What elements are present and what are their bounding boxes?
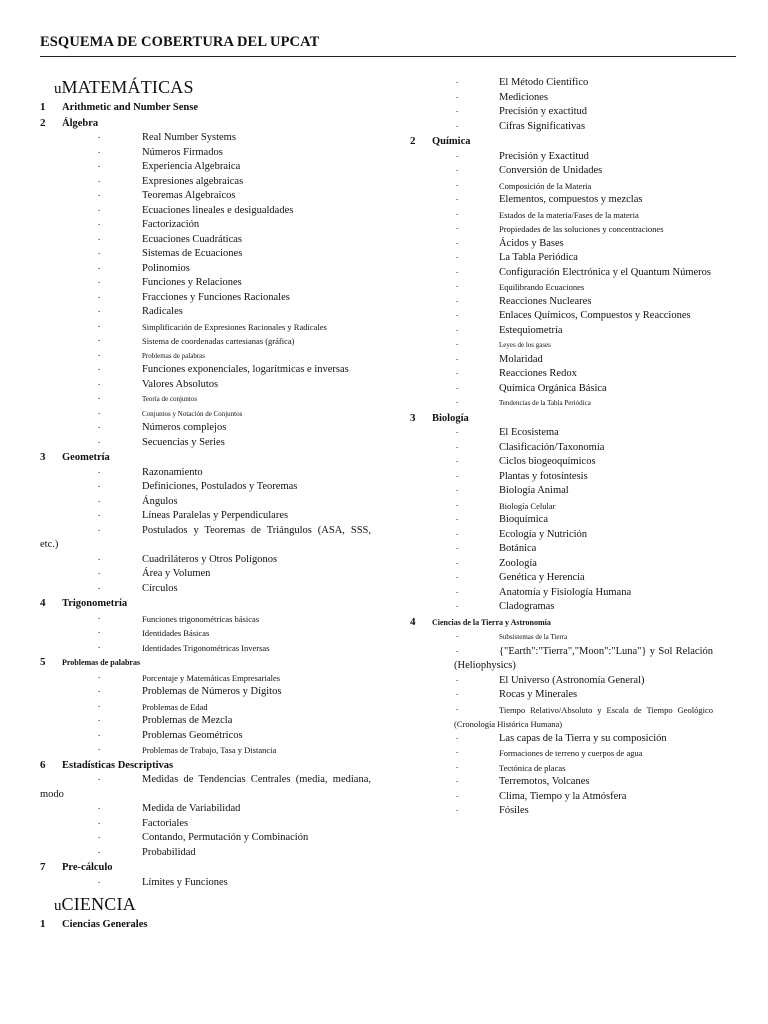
list-item-text: Biología Celular [499,500,556,511]
list-item [40,524,371,553]
title-divider [40,56,736,57]
category-name: Arithmetic and Number Sense [62,102,199,113]
list-item-text: Funciones trigonométricas básicas [142,613,260,624]
list-item [40,378,371,393]
list-item-text: Clasificación/Taxonomía [499,441,605,453]
bullet-dot: . [456,351,459,362]
bullet-dot: . [456,75,459,85]
list-item-text: Área y Volumen [142,568,211,579]
bullet-dot: . [456,555,459,566]
list-item [40,276,371,291]
bullet-dot: . [456,788,459,799]
list-item [40,773,371,802]
list-item-text: Ángulos [142,495,178,507]
list-item-text: Las capas de la Tierra y su composición [499,732,667,744]
list-item-text: Conversión de Unidades [499,165,603,176]
category-number: 2 [410,135,416,147]
list-item [40,495,371,510]
bullet-dot: . [456,730,459,741]
list-item [40,407,371,422]
bullet-dot: . [456,177,459,188]
bullet-dot: . [98,202,101,213]
list-item [40,817,371,832]
category-heading [40,655,371,671]
bullet-dot: . [456,221,459,231]
list-item [40,436,371,451]
list-item-text: Sistema de coordenadas cartesianas (gráfica) [142,336,295,346]
bullet-dot: . [98,493,101,504]
list-item-text: Estados de la materia/Fases de la materia [499,209,639,220]
bullet-dot: . [456,759,459,770]
bullet-dot: . [456,483,459,493]
category-number: 1 [40,918,46,930]
list-item [40,349,371,364]
bullet-dot: . [98,625,101,635]
list-item-text: Elementos, compuestos y mezclas [499,194,643,205]
bullet-dot: . [456,774,459,784]
category-name: Ciencias Generales [62,919,148,930]
list-item [40,262,371,277]
list-item-text: Círculos [142,582,178,594]
bullet-dot: . [98,217,101,227]
category-name: Álgebra [62,117,99,129]
mathematics-heading [40,76,371,100]
list-item-text: Cladogramas [499,601,555,612]
bullet-dot: . [98,333,101,343]
list-item-text: El Ecosistema [499,427,559,438]
category-number: 7 [40,861,46,873]
bullet-dot: . [98,772,101,782]
list-item-text: Configuración Electrónica y el Quantum Números [499,266,711,278]
bullet-dot: . [456,745,459,755]
bullet-dot: . [456,192,459,202]
bullet-dot: . [456,395,459,405]
list-item [40,131,371,146]
list-item [410,396,713,411]
category-name: Biología [432,412,469,424]
list-item-text: Factoriales [142,817,189,829]
list-item-text: El Método Científico [499,77,589,88]
list-item-text: Cuadriláteros y Otros Polígonos [142,553,278,565]
category-number: 2 [40,116,46,129]
category-name: Problemas de palabras [62,658,141,667]
list-item-text: Problemas de Mezcla [142,715,233,726]
list-item [40,334,371,349]
bullet-dot: . [98,130,101,140]
list-item-text: Enlaces Químicos, Compuestos y Reacciones [499,310,691,321]
bullet-dot: . [98,434,101,445]
document-title: ESQUEMA DE COBERTURA DEL UPCAT [40,34,320,50]
list-item-text: Valores Absolutos [142,378,219,390]
bullet-dot: . [456,366,459,376]
bullet-dot: . [98,144,101,155]
bullet-dot: . [98,173,101,184]
bullet-dot: . [456,163,459,173]
bullet-dot: . [456,425,459,435]
list-item-text: Cifras Significativas [499,120,586,132]
list-item-text: El Universo (Astronomía General) [499,674,645,686]
list-item [40,700,371,715]
list-item-text: Secuencias y Series [142,436,225,448]
category-number: 5 [40,656,46,668]
bullet-dot: . [98,260,101,271]
category-number: 4 [410,615,416,628]
bullet-dot: . [98,610,101,621]
list-item-text: Medida de Variabilidad [142,803,241,814]
bullet-dot: . [98,289,101,300]
bullet-dot: . [456,687,459,697]
list-item [40,233,371,248]
bullet-dot: . [98,347,101,358]
list-item [40,831,371,846]
list-item-text: Ecología y Nutrición [499,528,588,540]
list-item-text: Zoología [499,557,537,569]
science-heading [40,893,371,917]
list-item [40,714,371,729]
list-item-text: Química Orgánica Básica [499,382,607,394]
list-item-text: Propiedades de las soluciones y concentraciones [499,224,664,234]
bullet-dot: . [98,874,101,885]
list-item-text: Ecuaciones lineales e desigualdades [142,204,294,216]
list-item [40,509,371,524]
major-section-title: CIENCIA [61,894,136,914]
list-item [40,363,371,378]
bullet-dot: . [98,275,101,285]
list-item-text: Problemas de Edad [142,701,208,712]
bullet-dot: . [98,830,101,840]
bullet-dot: . [98,522,101,533]
bullet-dot: . [456,439,459,450]
list-item-text: Formaciones de terreno y cuerpos de agua [499,748,643,758]
list-item-text: Identidades Trigonométricas Inversas [142,642,270,653]
category-name: Geometría [62,452,110,463]
list-item [40,320,371,335]
list-item [410,645,713,674]
bullet-dot: . [98,580,101,591]
bullet-dot: . [456,264,459,275]
list-item-text: Anatomía y Fisiología Humana [499,586,632,598]
list-item-text: Postulados y Teoremas de Triángulos (ASA, SSS, etc.) [40,524,371,550]
category-heading [40,758,371,774]
bullet-dot: . [456,512,459,522]
bullet-dot: . [456,803,459,813]
bullet-dot: . [98,669,101,680]
list-item-text: Simplificación de Expresiones Racionales y Radicales [142,321,327,332]
category-name: Estadísticas Descriptivas [62,759,174,771]
list-item-text: Problemas de Números y Dígitos [142,686,282,697]
category-number: 3 [40,451,46,463]
list-item-text: Sistemas de Ecuaciones [142,248,243,259]
list-item-text: Tendencias de la Tabla Periódica [499,399,591,407]
bullet-dot: . [456,250,459,260]
list-item [40,641,371,656]
list-item [40,218,371,233]
bullet-dot: . [456,701,459,712]
bullet-dot: . [456,118,459,129]
bullet-dot: . [456,541,459,551]
bullet-dot: . [456,337,459,347]
category-number: 6 [40,758,46,771]
list-item [40,305,371,320]
list-item [40,846,371,861]
bullet-dot: . [456,322,459,333]
bullet-dot: . [456,526,459,537]
list-item-text: Funciones exponenciales, logarítmicas e inversas [142,364,349,375]
list-item-text: {"Earth":"Tierra","Moon":"Luna"} y Sol Relación (Heliophysics) [454,645,713,671]
list-item-text: Números Firmados [142,146,223,158]
bullet-dot: . [456,643,459,654]
bullet-dot: . [98,231,101,242]
bullet-dot: . [98,479,101,489]
list-item-text: Reacciones Nucleares [499,295,592,307]
list-item [40,671,371,686]
bullet-dot: . [98,844,101,855]
list-item-text: Tectónica de placas [499,762,566,773]
list-item [40,553,371,568]
bullet-dot: . [98,508,101,518]
bullet-dot: . [456,629,459,639]
list-item-text: Bioquímica [499,514,548,525]
list-item [410,600,713,615]
bullet-dot: . [98,801,101,811]
list-item-text: Fósiles [499,805,529,816]
category-name: Pre-cálculo [62,862,113,873]
list-item [40,160,371,175]
bullet-dot: . [456,308,459,318]
list-item-text: Terremotos, Volcanes [499,776,590,787]
category-number: 4 [40,597,46,609]
list-item-text: Subsistemas de la Tierra [499,633,568,641]
list-item [40,392,371,407]
bullet-dot: . [98,684,101,694]
bullet-dot: . [456,584,459,595]
category-number: 3 [410,411,416,424]
bullet-dot: . [456,570,459,580]
bullet-dot: . [456,279,459,289]
bullet-dot: . [98,304,101,314]
list-item-text: Biología Animal [499,485,569,496]
section-bullet: u [54,81,62,97]
list-item-text: Precisión y Exactitud [499,150,589,162]
list-item [40,729,371,744]
bullet-dot: . [456,497,459,508]
list-item-text: Precisión y exactitud [499,106,588,117]
list-item-text: Identidades Básicas [142,628,210,638]
bullet-dot: . [98,405,101,416]
list-item [40,175,371,190]
list-item [410,804,713,819]
list-item-text: Límites y Funciones [142,876,228,888]
list-item-text: Tiempo Relativo/Absoluto y Escala de Tiempo Geológico (Cronología Histórica Humana) [454,704,713,729]
list-item-text: Factorización [142,219,200,230]
category-heading [40,917,371,933]
list-item-text: Genética y Herencia [499,572,585,583]
category-heading [40,596,371,612]
list-item-text: Definiciones, Postulados y Teoremas [142,481,298,492]
bullet-dot: . [98,566,101,576]
list-item [40,189,371,204]
bullet-dot: . [456,235,459,246]
category-heading [40,860,371,876]
major-section-title: MATEMÁTICAS [61,77,194,97]
bullet-dot: . [98,391,101,401]
list-item-text: Problemas Geométricos [142,729,243,741]
list-item-text: Funciones y Relaciones [142,277,242,288]
list-item-text: Problemas de palabras [142,351,205,360]
list-item-text: Problemas de Trabajo, Tasa y Distancia [142,745,277,755]
category-heading [40,116,371,132]
bullet-dot: . [98,376,101,387]
list-item-text: Estequiometría [499,324,563,336]
category-name: Química [432,136,471,147]
bullet-dot: . [98,159,101,169]
list-item [40,582,371,597]
list-item [40,146,371,161]
bullet-dot: . [456,104,459,114]
right-column [410,76,713,819]
list-item-text: Clima, Tiempo y la Atmósfera [499,790,627,802]
list-item-text: Teoría de conjuntos [142,395,198,403]
section-bullet: u [54,898,62,914]
list-item [40,480,371,495]
list-item [40,247,371,262]
list-item-text: Expresiones algebraicas [142,175,244,187]
bullet-dot: . [98,420,101,430]
list-item-text: Real Number Systems [142,132,236,143]
bullet-dot: . [98,188,101,198]
list-item [40,626,371,641]
list-item [40,876,371,891]
bullet-dot: . [98,713,101,723]
list-item-text: Ciclos biogeoquímicos [499,456,596,467]
list-item [40,466,371,481]
list-item-text: Equilibrando Ecuaciones [499,282,585,292]
list-item [410,120,713,135]
bullet-dot: . [456,148,459,159]
list-item-text: La Tabla Periódica [499,252,578,263]
list-item-text: Fracciones y Funciones Racionales [142,291,290,303]
bullet-dot: . [98,362,101,372]
bullet-dot: . [98,318,101,329]
list-item-text: Botánica [499,543,537,554]
list-item [40,612,371,627]
list-item-text: Medidas de Tendencias Centrales (media, mediana, modo [40,774,371,800]
bullet-dot: . [456,293,459,304]
bullet-dot: . [456,468,459,479]
category-name: Trigonometría [62,598,128,609]
list-item [40,685,371,700]
list-item-text: Leyes de los gases [499,341,551,349]
list-item-text: Plantas y fotosíntesis [499,470,588,482]
list-item-text: Contando, Permutación y Combinación [142,832,309,843]
list-item-text: Polinomios [142,262,190,274]
bullet-dot: . [98,698,101,709]
category-heading [40,100,371,116]
bullet-dot: . [456,380,459,391]
bullet-dot: . [98,551,101,562]
category-heading [40,450,371,466]
bullet-dot: . [98,815,101,826]
list-item-text: Mediciones [499,91,548,103]
list-item-text: Números complejos [142,422,227,433]
list-item-text: Radicales [142,306,183,317]
bullet-dot: . [456,454,459,464]
bullet-dot: . [98,464,101,475]
list-item-text: Ecuaciones Cuadráticas [142,233,242,245]
bullet-dot: . [98,742,101,752]
list-item-text: Razonamiento [142,466,203,478]
list-item-text: Probabilidad [142,846,196,858]
bullet-dot: . [98,639,101,650]
bullet-dot: . [456,599,459,609]
list-item [40,421,371,436]
bullet-dot: . [98,246,101,256]
left-column [40,76,371,933]
list-item [40,204,371,219]
bullet-dot: . [456,672,459,683]
list-item-text: Molaridad [499,353,543,365]
list-item-text: Teoremas Algebraicos [142,190,236,201]
list-item-text: Líneas Paralelas y Perpendiculares [142,510,289,521]
bullet-dot: . [98,727,101,738]
list-item-text: Conjuntos y Notación de Conjuntos [142,409,243,418]
list-item-text: Experiencia Algebraica [142,161,241,172]
bullet-dot: . [456,206,459,217]
category-name: Ciencias de la Tierra y Astronomía [432,617,551,627]
category-number: 1 [40,101,46,113]
list-item [40,567,371,582]
list-item-text: Rocas y Minerales [499,689,578,700]
list-item-text: Porcentaje y Matemáticas Empresariales [142,672,281,683]
list-item [410,703,713,732]
list-item-text: Reacciones Redox [499,368,577,379]
bullet-dot: . [456,89,459,100]
list-item [40,743,371,758]
list-item-text: Ácidos y Bases [499,237,564,249]
list-item-text: Composición de la Materia [499,180,592,191]
list-item [40,802,371,817]
list-item [40,291,371,306]
